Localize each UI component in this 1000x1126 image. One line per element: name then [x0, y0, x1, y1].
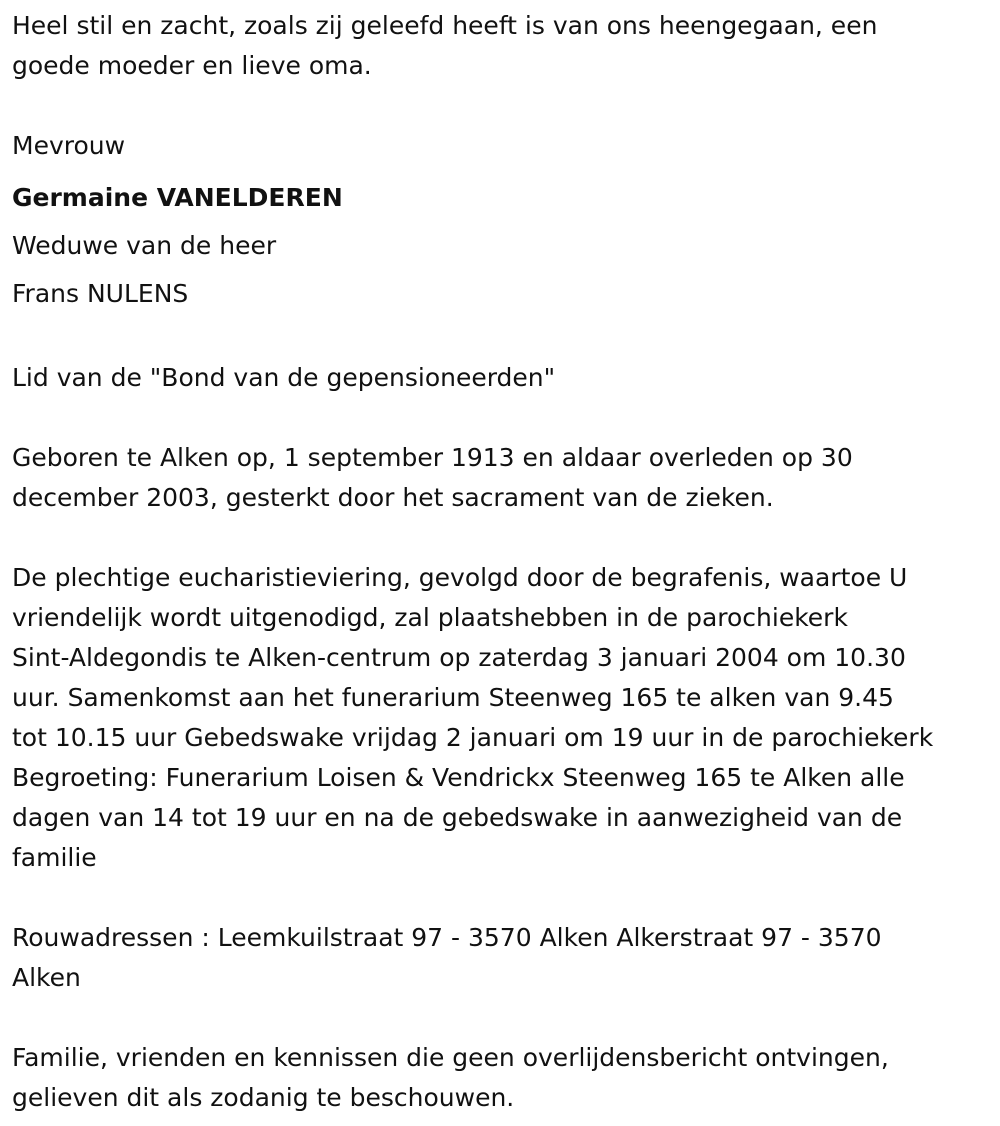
membership-paragraph	[12, 358, 988, 398]
text-line: Geboren te Alken op, 1 september 1913 en aldaar overleden op 30	[12, 443, 853, 472]
closing-paragraph	[12, 1038, 988, 1118]
intro-paragraph	[12, 6, 988, 86]
text-line: Begroeting: Funerarium Loisen & Vendrickx Steenweg 165 te Alken alle	[12, 763, 905, 792]
spouse-name: Frans NULENS	[12, 279, 189, 308]
text-line: De plechtige eucharistieviering, gevolgd door de begrafenis, waartoe U	[12, 563, 908, 592]
text-line: Heel stil en zacht, zoals zij geleefd heeft is van ons heengegaan, een	[12, 11, 878, 40]
address-paragraph	[12, 918, 988, 998]
text-line: uur. Samenkomst aan het funerarium Steenweg 165 te alken van 9.45	[12, 683, 894, 712]
text-line: gelieven dit als zodanig te beschouwen.	[12, 1083, 515, 1112]
text-line: Familie, vrienden en kennissen die geen overlijdensbericht ontvingen,	[12, 1043, 889, 1072]
honorific: Mevrouw	[12, 131, 126, 160]
text-line: december 2003, gesterkt door het sacrament van de zieken.	[12, 483, 774, 512]
text-line: Rouwadressen : Leemkuilstraat 97 - 3570 Alken Alkerstraat 97 - 3570	[12, 923, 882, 952]
text-line: tot 10.15 uur Gebedswake vrijdag 2 januari om 19 uur in de parochiekerk	[12, 723, 934, 752]
relation-text: Weduwe van de heer	[12, 231, 277, 260]
text-line: familie	[12, 843, 97, 872]
text-line: Alken	[12, 963, 81, 992]
text-line: goede moeder en lieve oma.	[12, 51, 372, 80]
ceremony-paragraph	[12, 558, 988, 878]
text-line: vriendelijk wordt uitgenodigd, zal plaatshebben in de parochiekerk	[12, 603, 848, 632]
text-line: dagen van 14 tot 19 uur en na de gebedswake in aanwezigheid van de	[12, 803, 903, 832]
deceased-identity	[12, 126, 988, 318]
text-line: Lid van de "Bond van de gepensioneerden"	[12, 363, 556, 392]
deceased-name: Germaine VANELDEREN	[12, 183, 343, 212]
birth-death-paragraph	[12, 438, 988, 518]
text-line: Sint-Aldegondis te Alken-centrum op zaterdag 3 januari 2004 om 10.30	[12, 643, 906, 672]
